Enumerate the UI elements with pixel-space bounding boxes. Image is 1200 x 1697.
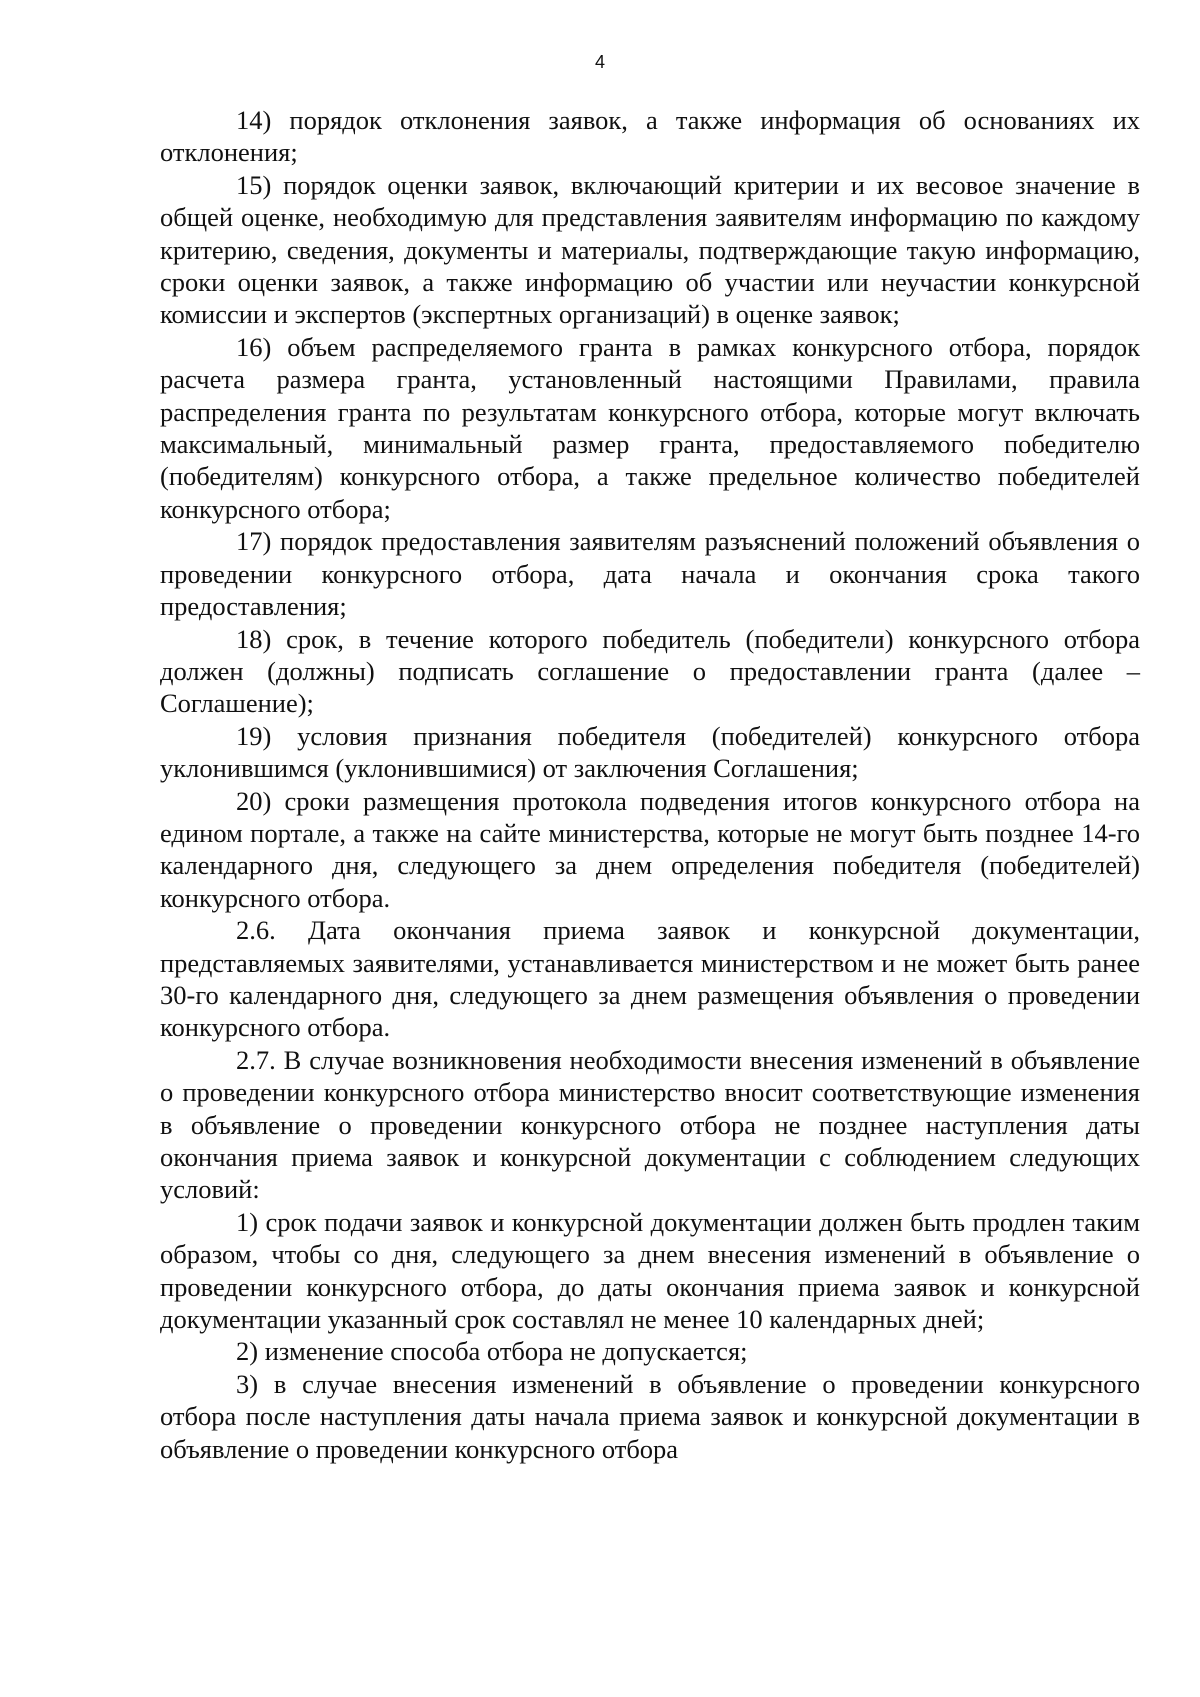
paragraph-item-18: 18) срок, в течение которого победитель (победители) конкурсного отбора должен (должны) подписать соглашение о предоставлении гранта (далее – Соглашение);: [160, 623, 1140, 719]
paragraph-item-16: 16) объем распределяемого гранта в рамках конкурсного отбора, порядок расчета размера гранта, установленный настоящими Правилами, правила распределения гранта по результатам конкурсного отбора, которые могут включать максимальный, минимальный размер гранта, предоставляемого победителю (победителям) конкурсного отбора, а также предельное количество победителей конкурсного отбора;: [160, 331, 1140, 524]
document-body: [160, 104, 1140, 1465]
paragraph-condition-1: 1) срок подачи заявок и конкурсной документации должен быть продлен таким образом, чтобы со дня, следующего за днем внесения изменений в объявление о проведении конкурсного отбора, до даты окончания приема заявок и конкурсной документации указанный срок составлял не менее 10 календарных дней;: [160, 1206, 1140, 1335]
paragraph-item-17: 17) порядок предоставления заявителям разъяснений положений объявления о проведении конкурсного отбора, дата начала и окончания срока такого предоставления;: [160, 526, 1140, 622]
paragraph-item-20: 20) сроки размещения протокола подведения итогов конкурсного отбора на едином портале, а также на сайте министерства, которые не могут быть позднее 14-го календарного дня, следующего за днем определения победителя (победителей) конкурсного отбора.: [160, 785, 1140, 913]
paragraph-item-15: 15) порядок оценки заявок, включающий критерии и их весовое значение в общей оценке, необходимую для представления заявителям информацию по каждому критерию, сведения, документы и материалы, подтверждающие такую информацию, сроки оценки заявок, а также информацию об участии или неучастии конкурсной комиссии и экспертов (экспертных организаций) в оценке заявок;: [160, 169, 1140, 330]
paragraph-item-14: 14) порядок отклонения заявок, а также информация об основаниях их отклонения;: [160, 105, 1140, 168]
paragraph-section-2-6: 2.6. Дата окончания приема заявок и конкурсной документации, представляемых заявителями, устанавливается министерством и не может быть ранее 30-го календарного дня, следующего за днем размещения объявления о проведении конкурсного отбора.: [160, 915, 1140, 1043]
page-number: 4: [594, 52, 605, 72]
paragraph-item-19: 19) условия признания победителя (победителей) конкурсного отбора уклонившимся (уклонившимися) от заключения Соглашения;: [160, 720, 1140, 784]
paragraph-condition-2: 2) изменение способа отбора не допускается;: [236, 1336, 748, 1367]
paragraph-condition-3: 3) в случае внесения изменений в объявление о проведении конкурсного отбора после наступления даты начала приема заявок и конкурсной документации в объявление о проведении конкурсного отбора: [160, 1368, 1140, 1464]
paragraph-section-2-7: 2.7. В случае возникновения необходимости внесения изменений в объявление о проведении конкурсного отбора министерство вносит соответствующие изменения в объявление о проведении конкурсного отбора не позднее наступления даты окончания приема заявок и конкурсной документации с соблюдением следующих условий:: [160, 1044, 1140, 1205]
